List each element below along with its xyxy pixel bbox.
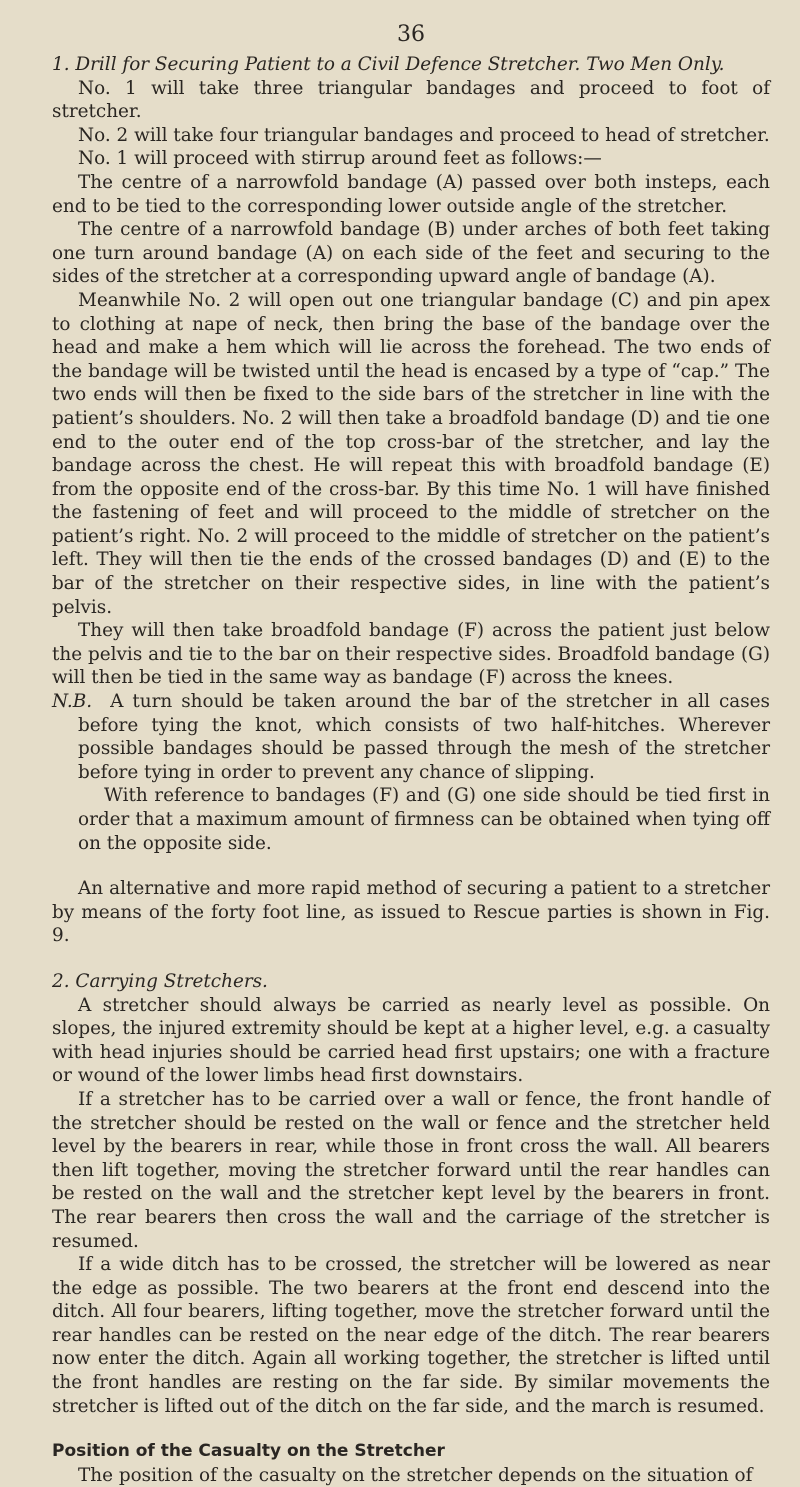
nota-bene-label: N.B.: [52, 691, 93, 713]
spacer: [52, 948, 770, 970]
spacer: [52, 1418, 770, 1440]
paragraph: They will then take broadfold bandage (F) across the patient just below the pelvis and tie to the bar on their respective sides. Broadfold bandage (G) will then be tied in the same way as bandage (F) across the knees.: [52, 620, 770, 689]
paragraph: No. 1 will take three triangular bandages and proceed to foot of stretcher.: [52, 77, 770, 123]
nota-bene-paragraph: [52, 690, 770, 784]
section-heading-carrying: 2. Carrying Stretchers.: [52, 970, 268, 992]
paragraph-alternative-method: An alternative and more rapid method of securing a patient to a stretcher by means of the forty foot line, as issued to Rescue parties is shown in Fig. 9.: [52, 878, 770, 947]
paragraph: The position of the casualty on the stretcher depends on the situation of: [78, 1464, 753, 1486]
paragraph: No. 1 will proceed with stirrup around feet as follows:—: [78, 148, 602, 170]
section-heading-drill: 1. Drill for Securing Patient to a Civil Defence Stretcher. Two Men Only.: [52, 54, 725, 75]
paragraph: If a wide ditch has to be crossed, the stretcher will be lowered as near the edge as possible. The two bearers at the front end descend into the ditch. All four bearers, lifting together, move the stretcher forward until the rear handles can be rested on the near edge of the ditch. The rear bearers now enter the ditch. Again all working together, the stretcher is lifted until the front handles are resting on the far side. By similar movements the stretcher is lifted out of the ditch on the far side, and the march is resumed.: [52, 1254, 770, 1417]
section-heading-position: Position of the Casualty on the Stretcher: [52, 1441, 445, 1462]
page-number: 36: [397, 22, 425, 47]
nota-bene-paragraph-2: With reference to bandages (F) and (G) one side should be tied first in order that a maximum amount of firmness can be obtained when tying off on the opposite side.: [78, 785, 770, 854]
paragraph: A stretcher should always be carried as nearly level as possible. On slopes, the injured extremity should be kept at a higher level, e.g. a casualty with head injuries should be carried head first upstairs; one with a fracture or wound of the lower limbs head first downstairs.: [52, 994, 770, 1087]
paragraph: The centre of a narrowfold bandage (B) under arches of both feet taking one turn around bandage (A) on each side of the feet and securing to the sides of the stretcher at a corresponding upward angle of bandage (A).: [52, 219, 770, 288]
nota-bene-block: [52, 690, 770, 855]
paragraph: The centre of a narrowfold bandage (A) passed over both insteps, each end to be tied to the corresponding lower outside angle of the stretcher.: [52, 171, 770, 217]
paragraph: If a stretcher has to be carried over a wall or fence, the front handle of the stretcher should be rested on the wall or fence and the stretcher held level by the bearers in rear, while those in front cross the wall. All bearers then lift together, moving the stretcher forward until the rear handles can be rested on the wall and the stretcher kept level by the bearers in front. The rear bearers then cross the wall and the carriage of the stretcher is resumed.: [52, 1088, 770, 1252]
spacer: [52, 855, 770, 877]
nota-bene-text: A turn should be taken around the bar of the stretcher in all cases before tying the knot, which consists of two half-hitches. Wherever possible bandages should be passed through the mesh of the stretcher before tying in order to prevent any chance of slipping.: [78, 691, 770, 783]
paragraph: Meanwhile No. 2 will open out one triangular bandage (C) and pin apex to clothing at nape of neck, then bring the base of the bandage over the head and make a hem which will lie across the forehead. The two ends of the bandage will be twisted until the head is encased by a type of “cap.” The two ends will then be fixed to the side bars of the stretcher in line with the patient’s shoulders. No. 2 will then take a broadfold bandage (D) and tie one end to the outer end of the top cross-bar of the stretcher, and lay the bandage across the chest. He will repeat this with broadfold bandage (E) from the opposite end of the cross-bar. By this time No. 1 will have finished the fastening of feet and will proceed to the middle of stretcher on the patient’s right. No. 2 will proceed to the middle of stretcher on the patient’s left. They will then tie the ends of the crossed bandages (D) and (E) to the bar of the stretcher on their respective sides, in line with the patient’s pelvis.: [52, 289, 770, 618]
paragraph: No. 2 will take four triangular bandages and proceed to head of stretcher.: [78, 124, 770, 146]
